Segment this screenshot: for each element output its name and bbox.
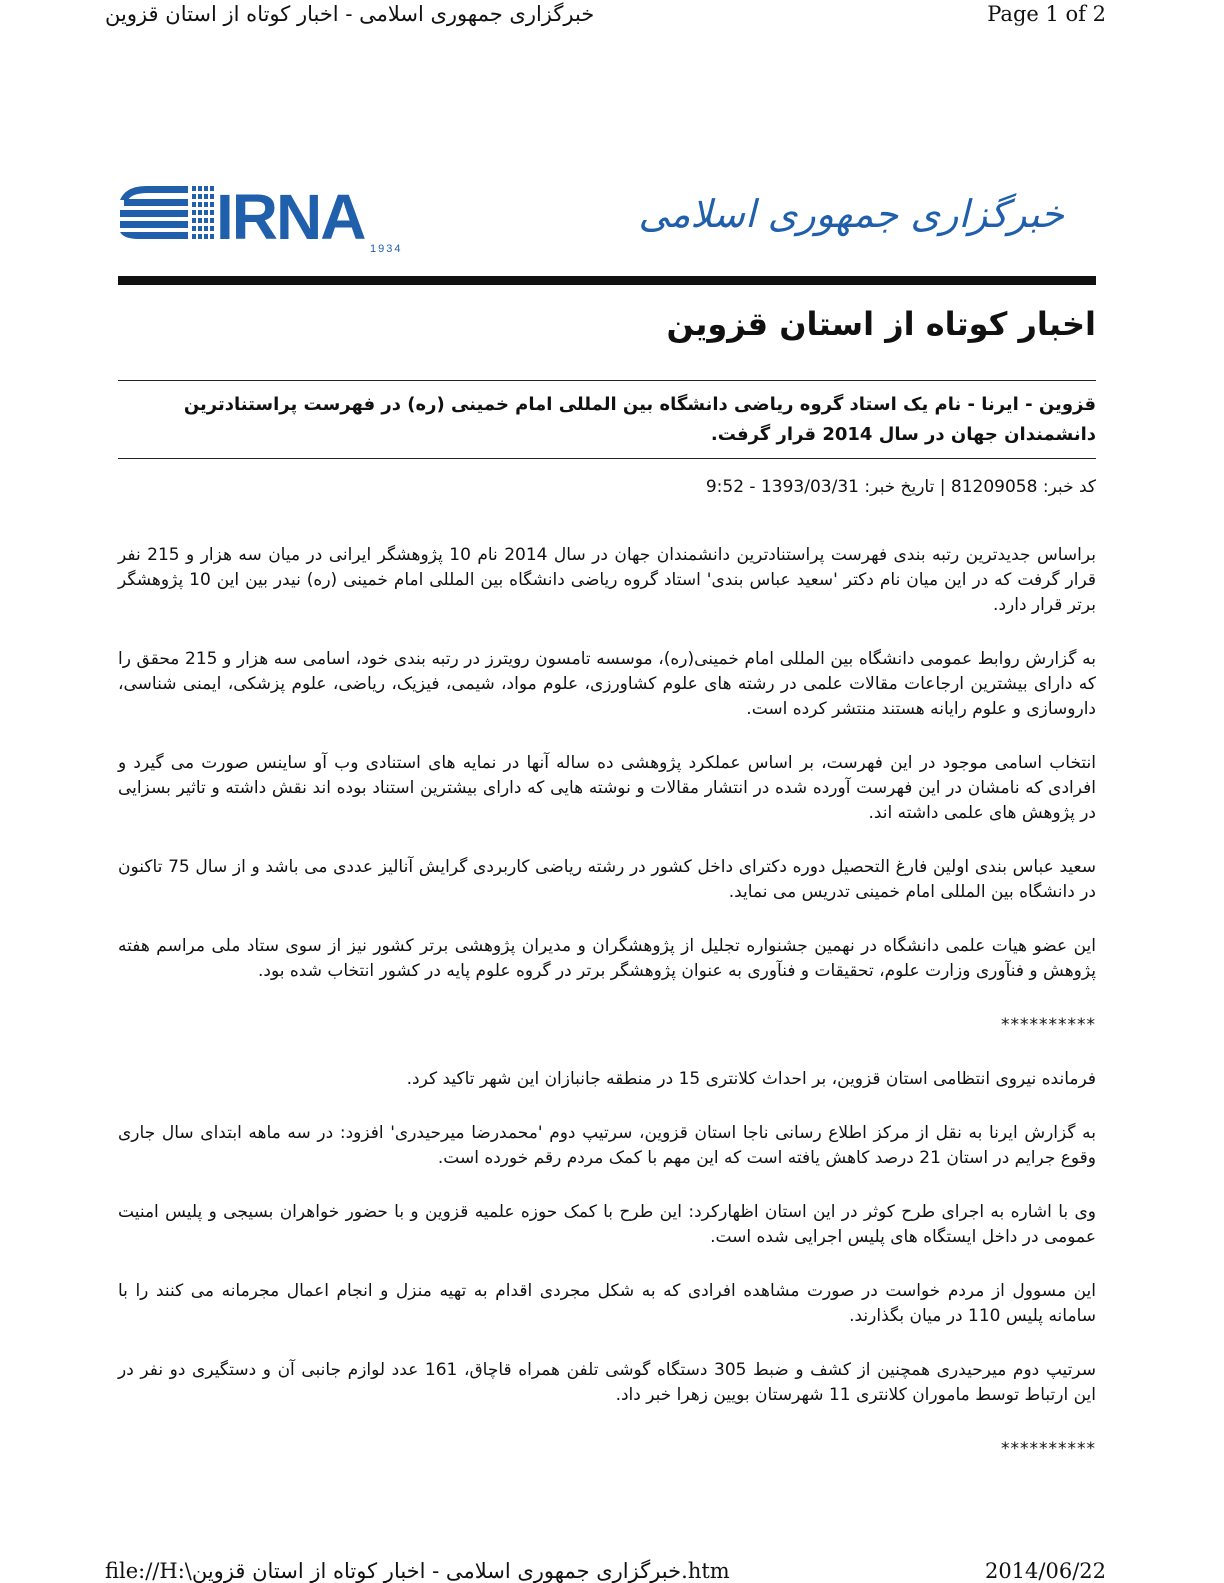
print-header xyxy=(105,2,1106,32)
print-footer xyxy=(105,1557,1106,1583)
body-paragraph: سرتیپ دوم میرحیدری همچنین از کشف و ضبط 305 دستگاه گوشی تلفن همراه قاچاق، 161 عدد لوازم جانبی آن و دستگیری دو نفر در این ارتباط توسط ماموران کلانتری 11 شهرستان بویین زهرا خبر داد. xyxy=(118,1360,1097,1405)
irna-logo-text: IRNA xyxy=(216,182,365,253)
print-header-title: خبرگزاری جمهوری اسلامی - اخبار کوتاه از استان قزوین xyxy=(105,2,595,26)
body-paragraph: فرمانده نیروی انتظامی استان قزوین، بر احداث کلانتری 15 در منطقه جانبازان این شهر تاکید کرد. xyxy=(406,1069,1096,1089)
article-meta: کد خبر: 81209058 | تاریخ خبر: 1393/03/31 - 9:52 xyxy=(705,477,1096,497)
body-paragraph: براساس جدیدترین رتبه بندی فهرست پراستنادترین دانشمندان جهان در سال 2014 نام 10 پژوهشگر ایرانی در میان سه هزار و 215 نفر قرار گرفت که در این میان نام دکتر 'سعید عباس بندی' استاد گروه ریاضی دانشگاه بین المللی امام خمینی (ره) نیدر بین این 10 پژوهشگر برتر قرار دارد. xyxy=(118,545,1096,615)
body-paragraph: به گزارش روابط عمومی دانشگاه بین المللی امام خمینی(ره)، موسسه تامسون رویترز در رتبه بندی خود، اسامی سه هزار و 215 محقق را که دارای بیشترین ارجاعات مقالات علمی در رشته های علوم کشاورزی، علوم مواد، شیمی، فیزیک، ریاضی، علوم پزشکی، ایمنی شناسی، داروسازی و علوم رایانه هستند منتشر کرده است. xyxy=(118,649,1096,719)
article-body xyxy=(118,543,1096,1491)
section-separator: ********** xyxy=(1001,1015,1096,1035)
masthead xyxy=(118,170,1096,270)
section-separator: ********** xyxy=(1001,1439,1096,1459)
print-footer-date: 2014/06/22 xyxy=(984,1559,1106,1583)
body-paragraph: این عضو هیات علمی دانشگاه در نهمین جشنواره تجلیل از پژوهشگران و مدیران پژوهشی برتر کشور نیز از سوی ستاد ملی مراسم هفته پژوهش و فنآوری وزارت علوم، تحقیقات و فنآوری به عنوان پژوهشگر برتر در گروه علوم پایه در کشور انتخاب شده بود. xyxy=(118,936,1096,981)
irna-logo xyxy=(118,182,418,254)
article-lead: قزوین - ایرنا - نام یک استاد گروه ریاضی دانشگاه بین المللی امام خمینی (ره) در فهرست پراستنادترین دانشمندان جهان در سال 2014 قرار گرفت. xyxy=(183,394,1096,445)
print-footer-url: file://H:\خبرگزاری جمهوری اسلامی - اخبار کوتاه از استان قزوین.htm xyxy=(105,1559,730,1583)
body-paragraph: سعید عباس بندی اولین فارغ التحصیل دوره دکترای داخل کشور در رشته ریاضی کاربردی گرایش آنالیز عددی می باشد و از سال 75 تاکنون در دانشگاه بین المللی امام خمینی تدریس می نماید. xyxy=(118,857,1096,902)
body-paragraph: این مسوول از مردم خواست در صورت مشاهده افرادی که به شکل مجردی اقدام به تهیه منزل و انجام اعمال مجرمانه می کنند را با سامانه پلیس 110 در میان بگذارند. xyxy=(118,1281,1096,1326)
body-paragraph: به گزارش ایرنا به نقل از مرکز اطلاع رسانی ناجا استان قزوین، سرتیپ دوم 'محمدرضا میرحیدری' افزود: در سه ماهه ابتدای سال جاری وقوع جرایم در استان 21 درصد کاهش یافته است که این مهم با کمک مردم رقم خورده است. xyxy=(118,1123,1096,1168)
body-paragraph: انتخاب اسامی موجود در این فهرست، بر اساس عملکرد پژوهشی ده ساله آنها در نمایه های استنادی وب آو ساینس صورت می گیرد و افرادی که نامشان در این فهرست آورده شده در انتشار مقالات و نوشته هایی که دارای بیشترین استناد بوده اند نقش داشته و تاثیر بسزایی در پژوهش های علمی داشته اند. xyxy=(118,753,1096,823)
lead-top-divider xyxy=(118,380,1096,381)
page-title: اخبار کوتاه از استان قزوین xyxy=(666,305,1096,343)
lead-bottom-divider xyxy=(118,458,1096,459)
body-paragraph: وی با اشاره به اجرای طرح کوثر در این استان اظهارکرد: این طرح با کمک حوزه علمیه قزوین و با حضور خواهران بسیجی و پلیس امنیت عمومی در داخل ایستگاه های پلیس اجرایی شده است. xyxy=(118,1202,1096,1247)
persian-agency-logo: خبرگزاری جمهوری اسلامی xyxy=(638,192,1064,236)
print-page-number: Page 1 of 2 xyxy=(987,2,1106,26)
header-divider xyxy=(118,276,1096,285)
irna-logo-year: 1934 xyxy=(370,243,403,254)
